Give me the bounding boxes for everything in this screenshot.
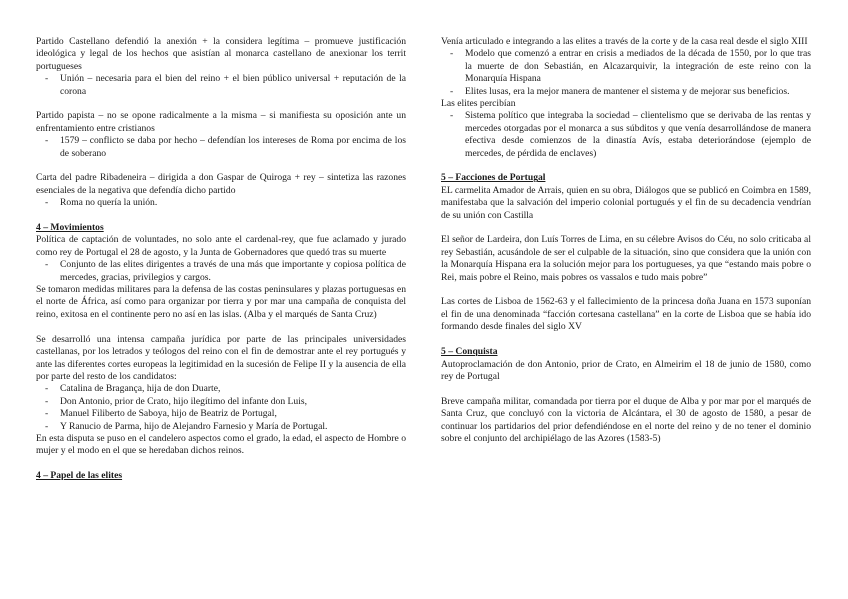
bullet-list <box>36 73 406 98</box>
paragraph: En esta disputa se puso en el candelero aspectos como el grado, la edad, el aspecto de Hombre o mujer y el modo en el que se heredaban dichos reinos. <box>36 432 406 457</box>
paragraph: El señor de Lardeira, don Luís Torres de Lima, en su célebre Avisos do Céu, no solo criticaba al rey Sebastián, acusándole de ser el culpable de la situación, sino que considera que la unión con la Monarquía Hispana era la solución mejor para los portugueses, ya que “estando mais pobre o Rei, mais pobre el Reino, mais pobres os vassalos e tudo mais pobre” <box>441 234 811 283</box>
paragraph: Venía articulado e integrando a las elites a través de la corte y de la casa real desde el siglo XIII <box>441 36 808 47</box>
paragraph: Carta del padre Ribadeneira – dirigida a don Gaspar de Quiroga + rey – sintetiza las razones esenciales de la negativa que defendía dicho partido <box>36 172 406 196</box>
paragraph: Las elites percibían <box>441 98 516 110</box>
section-heading: 5 – Facciones de Portugal <box>441 172 546 184</box>
bullet-list <box>441 110 811 160</box>
paragraph: Las cortes de Lisboa de 1562-63 y el fallecimiento de la princesa doña Juana en 1573 suponían el fin de una denominada “facción cortesana castellana” en la corte de Lisboa que se había ido formando desde finales del siglo XV <box>441 296 811 333</box>
paragraph: Autoproclamación de don Antonio, prior de Crato, en Almeirim el 18 de junio de 1580, como rey de Portugal <box>441 358 811 382</box>
list-item: - Modelo que comenzó a entrar en crisis a mediados de la década de 1550, por lo que tras la muerte de don Sebastián, en Alcazarquivir, la integración de este reino con la Monarquía Hispana <box>441 48 811 85</box>
bullet-list <box>36 259 406 284</box>
paragraph: EL carmelita Amador de Arrais, quien en su obra, Diálogos que se publicó en Coimbra en 1589, manifestaba que la salvación del imperio colonial portugués y el fin de su decadencia vendrían de su unión con Castilla <box>441 184 811 221</box>
paragraph: Breve campaña militar, comandada por tierra por el duque de Alba y por mar por el marqués de Santa Cruz, que concluyó con la victoria de Alcántara, el 30 de agosto de 1580, a pesar de continuar los partidarios del prior defendiéndose en el norte del reino y de no tener el dominio sobre el conjunto del archipiélago de las Azores (1583-5) <box>441 395 811 444</box>
list-item: - Roma no quería la unión. <box>36 197 406 209</box>
list-item: - Unión – necesaria para el bien del reino + el bien público universal + reputación de la corona <box>36 73 406 98</box>
section-heading: 4 – Papel de las elites <box>36 470 123 482</box>
paragraph: Partido papista – no se opone radicalmente a la misma – si manifiesta su oposición ante un enfrentamiento entre cristianos <box>36 110 406 134</box>
paragraph: Partido Castellano defendió la anexión + la considera legítima – promueve justificación ideológica y legal de los hechos que asistían al monarca castellano de anexionar los territ portugueses <box>36 36 406 72</box>
list-item: - Sistema político que integraba la sociedad – clientelismo que se derivaba de las rentas y mercedes otorgadas por el monarca a sus súbditos y que venía desarrollándose de manera efectiva desde comienzos de la dinastía Avís, estaba deteriorándose (ejemplo de mercedes, de pérdida de enclaves) <box>441 110 811 160</box>
bullet-list <box>36 383 406 433</box>
section-heading: 5 – Conquista <box>441 346 498 358</box>
list-item: - Conjunto de las elites dirigentes a través de una más que importante y copiosa política de mercedes, gracias, privilegios y cargos. <box>36 259 406 284</box>
left-column <box>36 36 406 483</box>
paragraph: Se tomaron medidas militares para la defensa de las costas peninsulares y plazas portuguesas en el norte de África, así como para organizar por tierra y por mar una campaña de conquista del reino, exitosa en el continente pero no así en las islas. (Alba y el marqués de Santa Cruz) <box>36 284 406 320</box>
bullet-list <box>441 48 811 98</box>
list-item: - Elites lusas, era la mejor manera de mantener el sistema y de mejorar sus beneficios. <box>441 86 811 98</box>
list-item: - Catalina de Bragança, hija de don Duarte, <box>36 383 406 395</box>
list-item: - Manuel Filiberto de Saboya, hijo de Beatriz de Portugal, <box>36 408 406 420</box>
right-column <box>441 36 811 445</box>
paragraph: Política de captación de voluntades, no solo ante el cardenal-rey, que fue aclamado y jurado como rey de Portugal el 28 de agosto, y la Junta de Gobernadores que quedó tras su muerte <box>36 234 406 258</box>
bullet-list <box>36 197 406 209</box>
list-item: - Don Antonio, prior de Crato, hijo ilegítimo del infante don Luis, <box>36 396 406 408</box>
list-item: - 1579 – conflicto se daba por hecho – defendían los intereses de Roma por encima de los de soberano <box>36 135 406 160</box>
paragraph: Se desarrolló una intensa campaña jurídica por parte de las principales universidades castellanas, por los letrados y teólogos del reino con el fin de demostrar ante el rey portugués y ante las diferentes cortes europeas la legitimidad en la sucesión de Felipe II y la ausencia de ella por parte del resto de los candidatos: <box>36 333 406 382</box>
bullet-list <box>36 135 406 160</box>
section-heading: 4 – Movimientos <box>36 222 104 234</box>
list-item: - Y Ranucio de Parma, hijo de Alejandro Farnesio y María de Portugal. <box>36 421 406 433</box>
